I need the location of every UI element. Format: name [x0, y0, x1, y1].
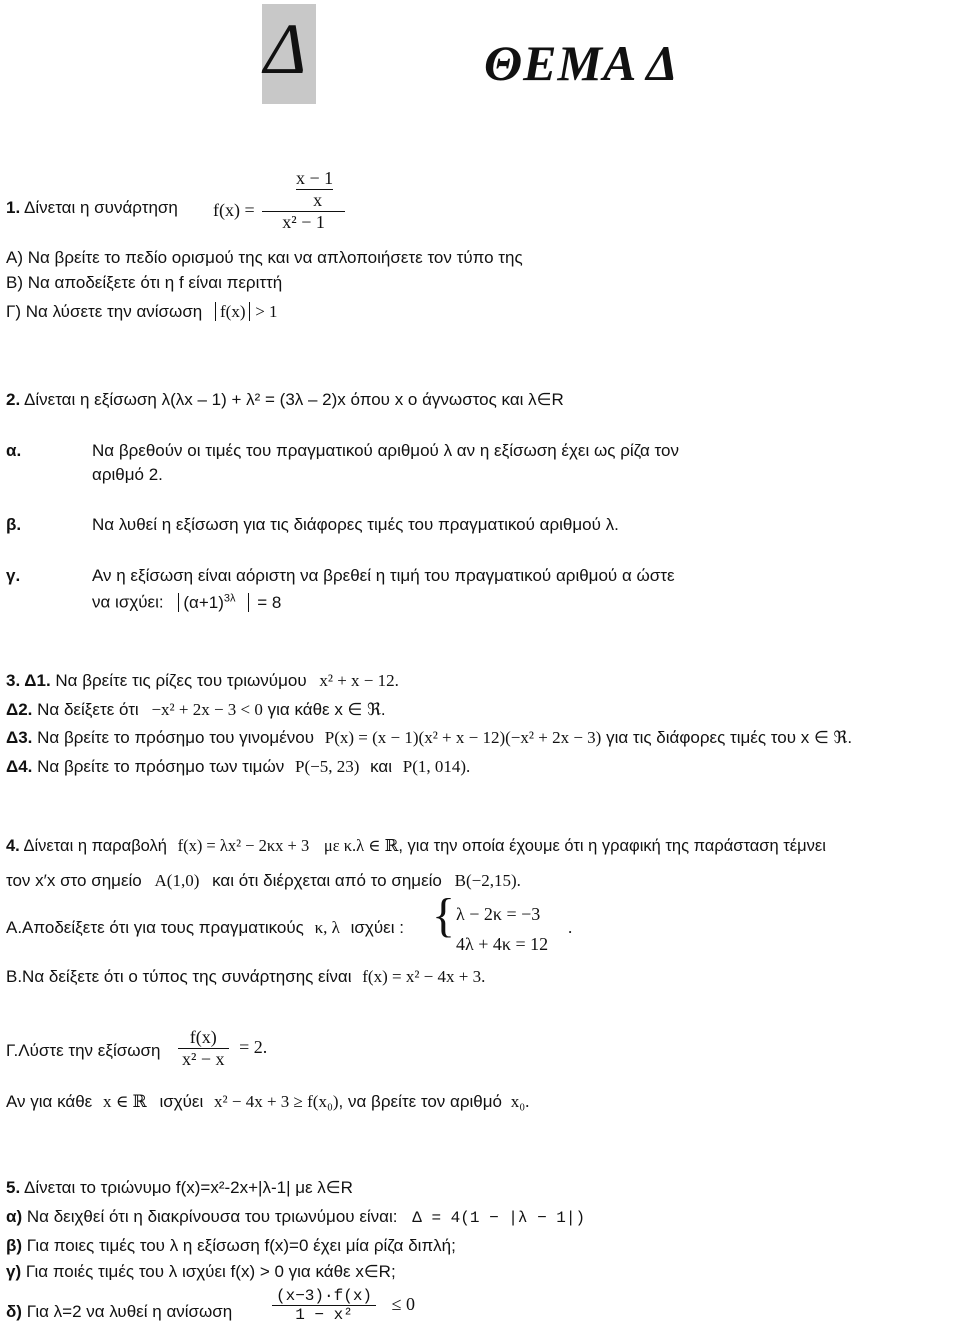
q2-a-line1: Να βρεθούν οι τιμές του πραγματικού αριθμού λ αν η εξίσωση έχει ως ρίζα τον: [92, 441, 679, 460]
q2-a-line2: αριθμό 2.: [92, 465, 163, 484]
q5-a-math: Δ = 4(1 − |λ − 1|): [412, 1209, 586, 1227]
q4-line2-mid: και ότι διέρχεται από το σημείο: [212, 871, 442, 890]
q1-func-inner-den: x: [313, 190, 323, 210]
q1-func-lhs: f(x) =: [213, 200, 255, 220]
q4-intro-line: [6, 836, 826, 856]
q3-d4-math2: P(1, 014).: [402, 757, 471, 776]
q4-d-mid: ισχύει: [159, 1092, 204, 1111]
q5-b-line: [6, 1236, 456, 1256]
q1-c: Γ) Να λύσετε την ανίσωση: [6, 302, 203, 321]
q5-b-text: Για ποιες τιμές του λ η εξίσωση f(x)=0 έχει μία ρίζα διπλή;: [26, 1236, 456, 1255]
q4-d-tail: , να βρείτε τον αριθμό: [338, 1092, 502, 1111]
q4-b-line: [6, 967, 485, 987]
q4-d-x0: x₀.: [510, 1092, 530, 1111]
q4-a-dot: .: [568, 918, 573, 937]
q5-d-text: Για λ=2 να λυθεί η ανίσωση: [26, 1302, 233, 1321]
q5-d-line: [6, 1302, 232, 1322]
q4-b-math: f(x) = x² − 4x + 3.: [362, 967, 486, 986]
q3-d4-text: Να βρείτε το πρόσημο των τιμών: [37, 757, 285, 776]
q1-intro: Δίνεται η συνάρτηση: [23, 198, 178, 217]
q3-d4-label: Δ4.: [6, 757, 33, 776]
q2-c-line2-exp: 3λ: [223, 592, 236, 604]
q3-d1-label: 3. Δ1.: [6, 671, 51, 690]
q4-d-line: [6, 1092, 529, 1112]
q1-intro-line: [6, 198, 178, 218]
q2-c-line2: [92, 592, 281, 613]
q4-tail: , για την οποία έχουμε ότι η γραφική της παράσταση τέμνει: [398, 837, 826, 855]
q3-d3-label: Δ3.: [6, 728, 33, 747]
q3-d2-line: [6, 700, 386, 720]
page-title: ΘΕΜΑ Δ: [484, 35, 679, 91]
q4-a-line: [6, 918, 404, 938]
q4-d-pre: Αν για κάθε: [6, 1092, 93, 1111]
q1-b: Β) Να αποδείξετε ότι η f είναι περιττή: [6, 273, 283, 292]
q2-a-label: α.: [6, 441, 22, 460]
q3-d1-math: x² + x − 12.: [319, 671, 399, 690]
q5-a-text: Να δειχθεί ότι η διακρίνουσα του τριωνύμου είναι:: [26, 1207, 398, 1226]
q5-d-tail: ≤ 0: [391, 1293, 416, 1314]
q4-d-math2: x² − 4x + 3 ≥ f(x₀): [214, 1092, 339, 1111]
q5-c-line: [6, 1262, 396, 1282]
q2-c-line1: Αν η εξίσωση είναι αόριστη να βρεθεί η τιμή του πραγματικού αριθμού α ώστε: [92, 566, 675, 585]
q5-a-line: [6, 1207, 585, 1227]
q2-c-label: γ.: [6, 566, 21, 585]
q3-d2-math: −x² + 2x − 3 < 0: [151, 700, 263, 719]
q1-c-abs: f(x): [215, 302, 250, 321]
q3-d4-mid: και: [370, 757, 392, 776]
q4-b-text: Β.Να δείξετε ότι ο τύπος της συνάρτησης είναι: [6, 967, 352, 986]
q3-d1-line: [6, 671, 399, 691]
q4-a-text: Α.Αποδείξετε ότι για τους πραγματικούς: [6, 918, 304, 937]
q4-c-den: x² − x: [182, 1049, 225, 1069]
q3-d2-tail: για κάθε x ∈ ℜ.: [267, 700, 386, 719]
q4-number: 4.: [6, 837, 20, 855]
q2-b-text: Να λυθεί η εξίσωση για τις διάφορες τιμές του πραγματικού αριθμού λ.: [92, 515, 619, 534]
q3-d3-line: [6, 728, 852, 748]
q2-intro: Δίνεται η εξίσωση λ(λx – 1) + λ² = (3λ – 2)x όπου x ο άγνωστος και λ∈R: [23, 390, 564, 409]
q5-a-label: α): [6, 1207, 23, 1226]
q1-number: 1.: [6, 198, 21, 217]
q1-func-den: x² − 1: [282, 212, 325, 232]
q1-func-fraction: [262, 168, 345, 233]
q5-d-fraction: [272, 1287, 415, 1324]
q4-line2-pre: τον x′x στο σημείο: [6, 871, 142, 890]
q1-func-inner-num: x − 1: [296, 168, 334, 188]
q4-a-vars: κ, λ: [314, 918, 340, 937]
q5-b-label: β): [6, 1236, 23, 1255]
q5-c-label: γ): [6, 1262, 22, 1281]
q1-c-tail: > 1: [255, 302, 278, 321]
q2-b-label: β.: [6, 515, 22, 534]
q4-c-num: f(x): [178, 1027, 229, 1049]
q2-c-line2-tail: = 8: [257, 592, 282, 612]
q3-d4-math1: P(−5, 23): [294, 757, 360, 776]
q2-intro-line: [6, 390, 564, 410]
header-big-letter: Δ: [264, 9, 307, 89]
q5-c-text: Για ποιές τιμές του λ ισχύει f(x) > 0 για κάθε x∈R;: [25, 1262, 396, 1281]
q4-c-text: Γ.Λύστε την εξίσωση: [6, 1041, 161, 1060]
q4-mid: με κ.λ ∈ ℝ: [323, 836, 399, 855]
q5-d-den: 1 − x²: [295, 1306, 353, 1324]
q4-d-math1: x ∈ ℝ: [102, 1092, 147, 1111]
q4-intro: Δίνεται η παραβολή: [23, 837, 167, 855]
q3-d3-tail: για τις διάφορες τιμές του x ∈ ℜ.: [606, 728, 853, 747]
q3-d4-line: [6, 757, 470, 777]
q4-a-mid: ισχύει :: [350, 918, 404, 937]
q1-c-line: [6, 302, 278, 322]
q3-d3-text: Να βρείτε το πρόσημο του γινομένου: [37, 728, 315, 747]
header-delta-box: [262, 4, 316, 104]
q4-a-eq2: 4λ + 4κ = 12: [456, 934, 549, 954]
q2-number: 2.: [6, 390, 21, 409]
q4-c-tail: = 2.: [239, 1036, 268, 1057]
q5-intro-line: [6, 1178, 353, 1198]
q4-point-b: B(−2,15).: [454, 871, 521, 890]
q4-c-fraction: [178, 1027, 267, 1070]
q5-number: 5.: [6, 1178, 21, 1197]
q5-d-label: δ): [6, 1302, 22, 1321]
q2-c-line2-abs: (α+1): [183, 592, 224, 612]
q3-d2-text: Να δείξετε ότι: [37, 700, 139, 719]
q5-intro: Δίνεται το τριώνυμο f(x)=x²-2x+|λ-1| με λ∈R: [23, 1178, 353, 1197]
q3-d2-label: Δ2.: [6, 700, 33, 719]
q3-d3-math: P(x) = (x − 1)(x² + x − 12)(−x² + 2x − 3): [324, 728, 602, 747]
q4-a-eq1: λ − 2κ = −3: [456, 904, 541, 924]
q4-point-a: A(1,0): [154, 871, 200, 890]
q5-d-num: (x−3)·f(x): [272, 1287, 376, 1306]
q2-c-line2-pre: να ισχύει:: [92, 592, 164, 612]
q3-d1-text: Να βρείτε τις ρίζες του τριωνύμου: [55, 671, 307, 690]
q1-a: Α) Να βρείτε το πεδίο ορισμού της και να απλοποιήσετε τον τύπο της: [6, 248, 523, 267]
q4-func: f(x) = λx² − 2κx + 3: [177, 836, 310, 855]
q4-system-brace: {: [432, 889, 456, 942]
